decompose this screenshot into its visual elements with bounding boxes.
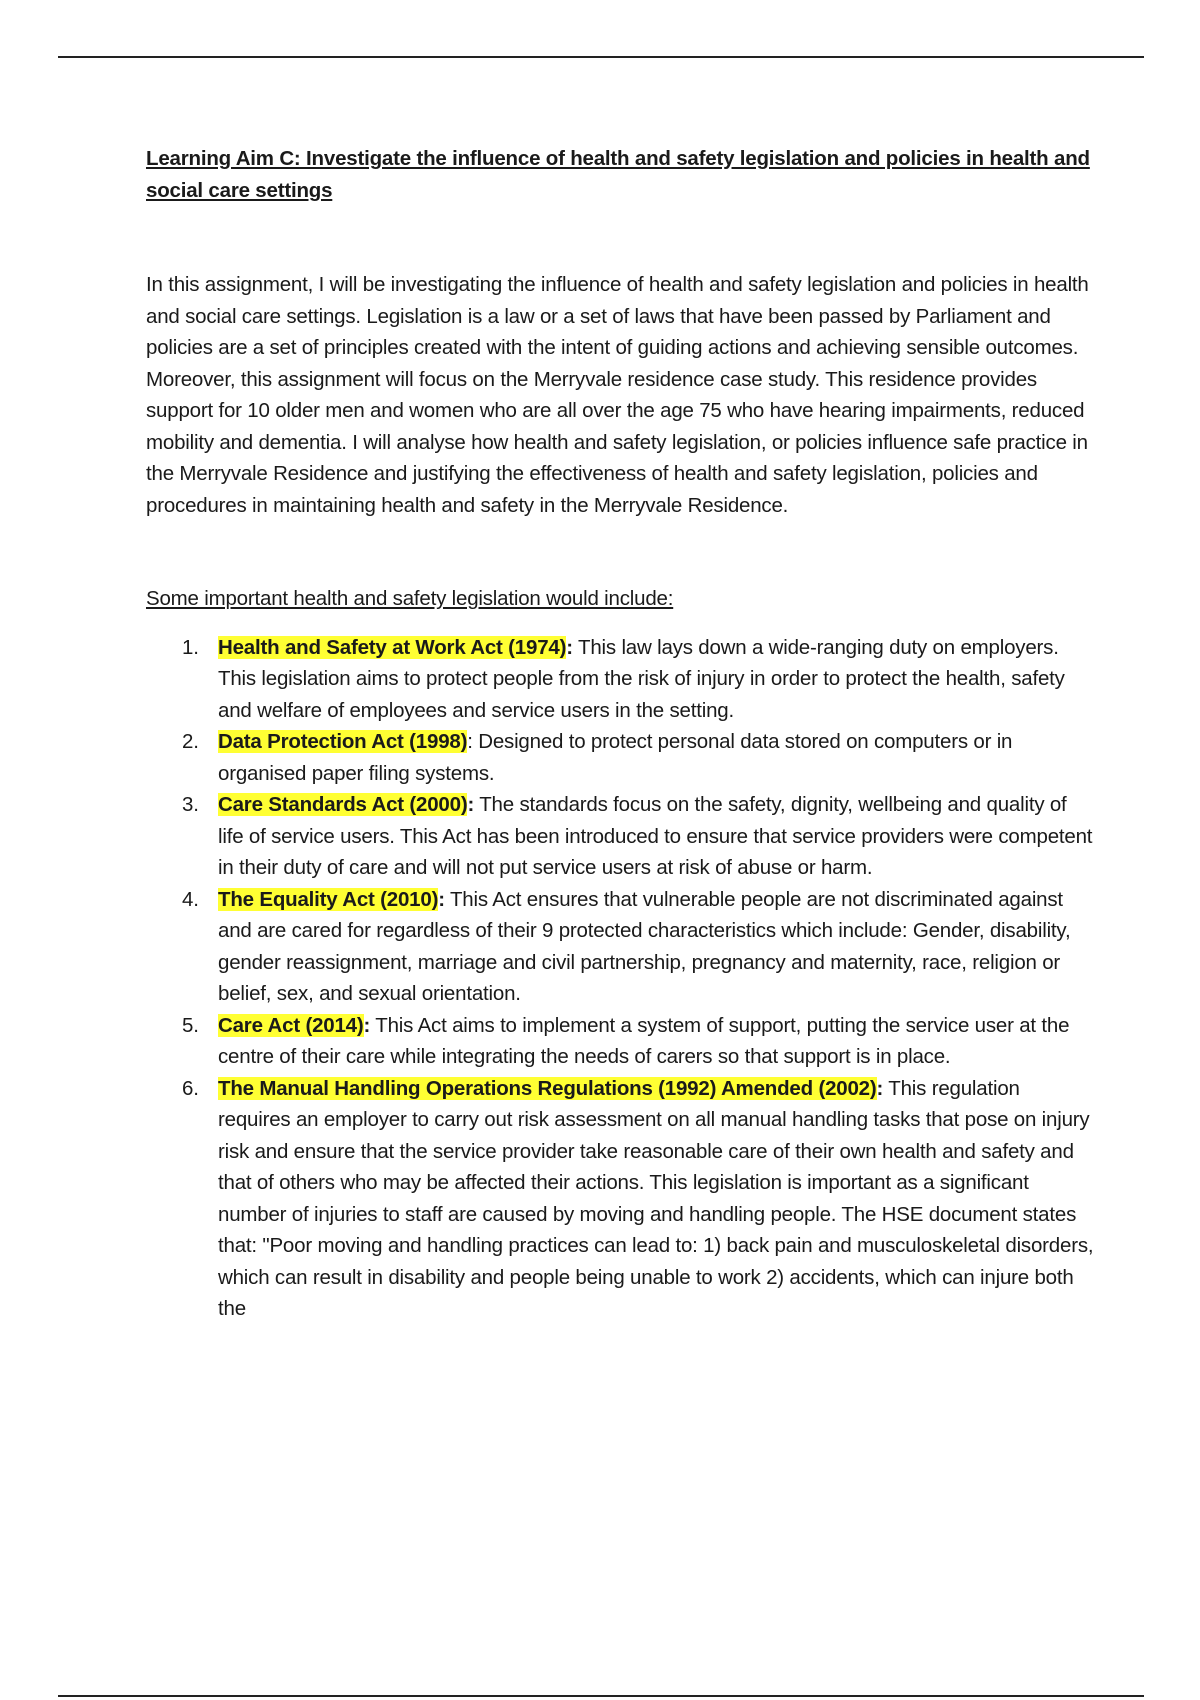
list-item (182, 884, 1096, 1010)
page-top-rule (58, 56, 1144, 58)
legislation-list-heading: Some important health and safety legislation would include: (146, 587, 674, 610)
legislation-colon: : (566, 635, 573, 659)
list-item (182, 726, 1096, 789)
legislation-description: This Act aims to implement a system of support, putting the service user at the centre of their care while integrating the needs of carers so that support is in place. (218, 1013, 1070, 1068)
list-item-number: 1. (182, 635, 199, 659)
legislation-description: This law lays down a wide-ranging duty on employers. This legislation aims to protect people from the risk of injury in order to protect the health, safety and welfare of employees and service users in the setting. (218, 635, 1065, 722)
intro-paragraph: In this assignment, I will be investigating the influence of health and safety legislation and policies in health and social care settings. Legislation is a law or a set of laws that have been passed by Parliament and policies are a set of principles created with the intent of guiding actions and achieving sensible outcomes. Moreover, this assignment will focus on the Merryvale residence case study. This residence provides support for 10 older men and women who are all over the age 75 who have hearing impairments, reduced mobility and dementia. I will analyse how health and safety legislation, or policies influence safe practice in the Merryvale Residence and justifying the effectiveness of health and safety legislation, policies and procedures in maintaining health and safety in the Merryvale Residence. (146, 273, 1089, 517)
legislation-description: This regulation requires an employer to carry out risk assessment on all manual handling tasks that pose on injury risk and ensure that the service provider take reasonable care of their own health and safety and that of others who may be affected their actions. This legislation is important as a significant number of injuries to staff are caused by moving and handling people. The HSE document states that: "Poor moving and handling practices can lead to: 1) back pain and musculoskeletal disorders, which can result in disability and people being unable to work 2) accidents, which can injure both the (218, 1076, 1094, 1320)
list-item-number: 2. (182, 730, 199, 753)
legislation-colon: : (467, 793, 475, 816)
legislation-name: The Equality Act (2010) (218, 887, 439, 911)
document-body (146, 143, 1096, 1325)
legislation-description: This Act ensures that vulnerable people are not discriminated against and are cared for regardless of their 9 protected characteristics which include: Gender, disability, gender reassignment, marriage and civil partnership, pregnancy and maternity, race, religion or belief, sex, and sexual orientation. (218, 887, 1071, 1005)
legislation-name: Care Act (2014) (218, 1013, 364, 1037)
document-title: Learning Aim C: Investigate the influence of health and safety legislation and policies in health and social care settings (146, 147, 1090, 202)
legislation-colon: : (438, 887, 445, 911)
legislation-colon: : (876, 1076, 884, 1100)
list-item (182, 1073, 1096, 1325)
legislation-name: Care Standards Act (2000) (218, 793, 468, 816)
legislation-colon: : (467, 730, 473, 753)
legislation-name: Data Protection Act (1998) (218, 730, 468, 753)
list-item (182, 789, 1096, 884)
list-item-number: 5. (182, 1013, 199, 1037)
list-item (182, 1010, 1096, 1073)
legislation-name: The Manual Handling Operations Regulations (1992) Amended (2002) (218, 1076, 877, 1100)
legislation-name: Health and Safety at Work Act (1974) (218, 635, 567, 659)
legislation-colon: : (363, 1013, 371, 1037)
list-item (182, 632, 1096, 727)
list-item-number: 3. (182, 793, 199, 816)
list-item-number: 6. (182, 1076, 199, 1100)
legislation-description: The standards focus on the safety, dignity, wellbeing and quality of life of service users. This Act has been introduced to ensure that service providers were competent in their duty of care and will not put service users at risk of abuse or harm. (218, 793, 1093, 879)
legislation-list (146, 632, 1096, 1325)
list-item-number: 4. (182, 887, 199, 911)
legislation-description: Designed to protect personal data stored on computers or in organised paper filing systems. (218, 730, 1013, 785)
page-bottom-rule (58, 1695, 1144, 1697)
